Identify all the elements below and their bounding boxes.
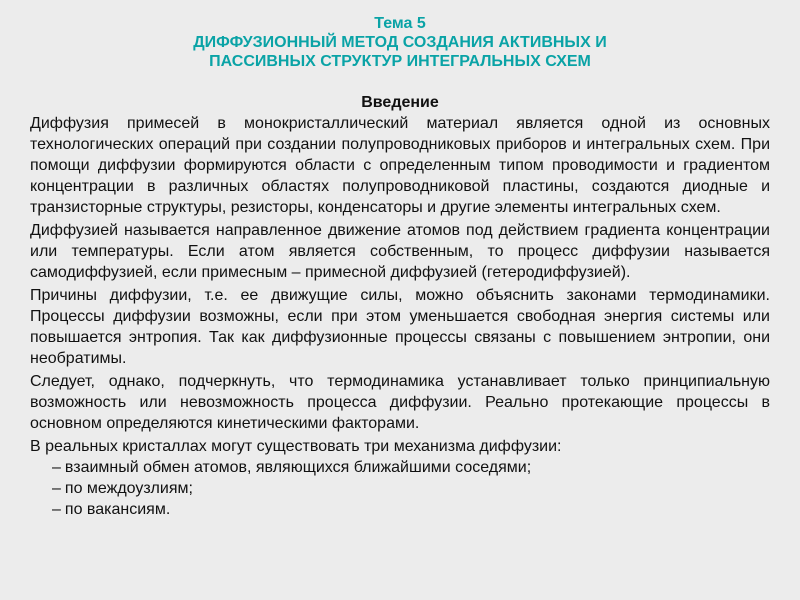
list-item-text: по вакансиям. [64,501,171,518]
dash-marker: – [52,459,61,476]
title-line-1: ДИФФУЗИОННЫЙ МЕТОД СОЗДАНИЯ АКТИВНЫХ И [193,34,607,51]
list-item [52,457,770,478]
list-item-text: взаимный обмен атомов, являющихся ближайшими соседями; [64,459,532,476]
title-line-2: ПАССИВНЫХ СТРУКТУР ИНТЕГРАЛЬНЫХ СХЕМ [209,53,591,70]
paragraph-3: Причины диффузии, т.е. ее движущие силы, можно объяснить законами термодинамики. Процессы диффузии возможны, если при этом уменьшается свободная энергия системы или повышается энтропия. Так как диффузионные процессы связаны с повышением энтропии, они необратимы. [30,287,770,367]
section-heading: Введение [361,94,439,111]
title-block [30,14,770,71]
mechanisms-list [30,457,770,520]
list-item [52,499,770,520]
dash-marker: – [52,501,61,518]
dash-marker: – [52,480,61,497]
paragraph-4: Следует, однако, подчеркнуть, что термодинамика устанавливает только принципиальную возможность или невозможность процесса диффузии. Реально протекающие процессы в основном определяются кинетическими факторами. [30,373,770,432]
mechanisms-intro: В реальных кристаллах могут существовать три механизма диффузии: [30,438,562,455]
paragraph-1: Диффузия примесей в монокристаллический материал является одной из основных технологических операций при создании полупроводниковых приборов и интегральных схем. При помощи диффузии формируются области с определенным типом проводимости и градиентом концентрации в различных областях полупроводниковой пластины, создаются диодные и транзисторные структуры, резисторы, конденсаторы и другие элементы интегральных схем. [30,115,770,216]
list-item [52,478,770,499]
slide [30,14,770,520]
list-item-text: по междоузлиям; [64,480,193,497]
spacer [30,71,770,92]
paragraph-2: Диффузией называется направленное движение атомов под действием градиента концентрации или температуры. Если атом является собственным, то процесс диффузии называется самодиффузией, если примесным – примесной диффузией (гетеродиффузией). [30,222,770,281]
topic-label: Тема 5 [374,15,426,32]
